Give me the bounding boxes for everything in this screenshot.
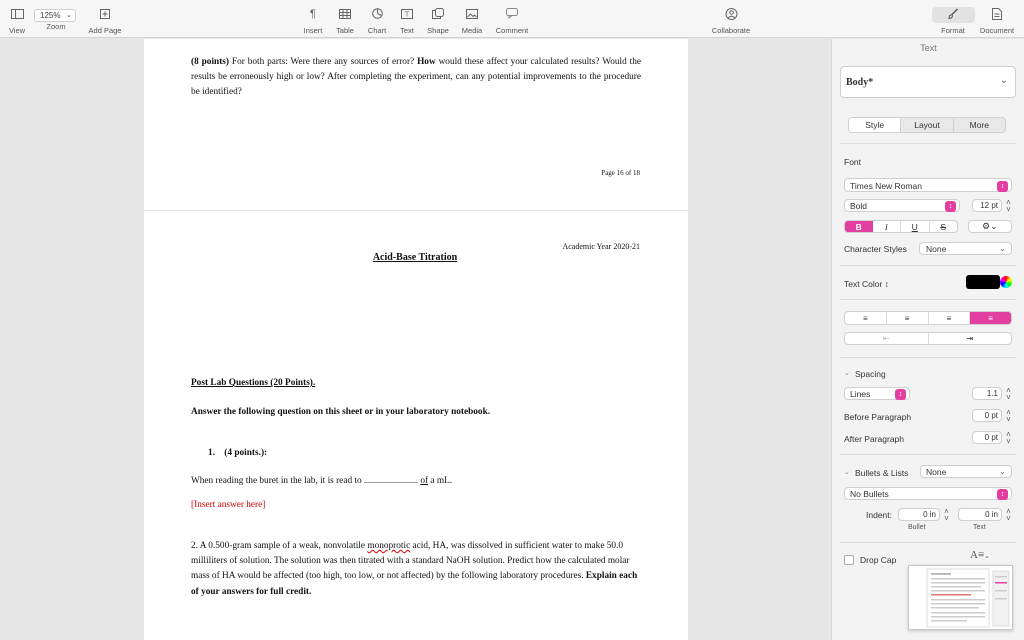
pilcrow-icon: ¶ <box>310 7 316 20</box>
underline-button[interactable]: U <box>901 221 930 232</box>
zoom-label: Zoom <box>46 22 66 31</box>
chart-button[interactable]: Chart <box>365 6 389 36</box>
sidebar-icon <box>11 6 24 21</box>
text-color-well[interactable] <box>966 275 1000 289</box>
bullet-indent-caption: Bullet <box>908 524 926 531</box>
popup-arrows-icon: ↕ <box>945 201 956 212</box>
align-left-icon: ≡ <box>863 313 868 323</box>
font-section-label: Font <box>844 157 862 167</box>
format-inspector <box>831 39 1024 640</box>
spacing-section-label: Spacing <box>855 369 886 379</box>
chevron-down-icon: ⌄ <box>998 466 1006 476</box>
spellcheck-word: monoprotic <box>367 541 411 551</box>
increase-indent-icon: ⇥ <box>966 334 974 343</box>
error-question-paragraph[interactable]: (8 points) For both parts: Were there any sources of error? How would these affect your calculated results? Would the results be erroneously high or low? After completing the experiment, can any potential improvements to the procedure be identified? <box>191 57 642 98</box>
chart-icon <box>372 6 383 21</box>
shape-button[interactable]: Shape <box>426 6 450 36</box>
text-indent-field[interactable]: 0 in <box>958 508 1002 521</box>
view-button[interactable]: View <box>6 6 28 36</box>
bold-button[interactable]: B <box>845 221 873 232</box>
text-color-label: Text Color ↕ <box>844 279 889 289</box>
divider <box>840 299 1016 300</box>
media-button[interactable]: Media <box>460 6 484 36</box>
color-wheel-icon[interactable] <box>1000 276 1012 288</box>
font-size-stepper[interactable]: ˄ ˅ <box>1006 198 1011 214</box>
align-center-button[interactable] <box>887 312 929 324</box>
character-styles-select[interactable]: None ⌄ <box>919 242 1012 255</box>
bullet-indent-field[interactable]: 0 in <box>898 508 940 521</box>
alignment-buttons <box>844 311 1012 325</box>
inspector-title: Text <box>920 43 937 53</box>
italic-button[interactable]: I <box>873 221 902 232</box>
text-indent-stepper[interactable]: ˄ ˅ <box>1006 507 1011 523</box>
increase-indent-button[interactable] <box>929 333 1012 344</box>
drop-cap-preview-thumbnail[interactable] <box>908 565 1013 630</box>
toolbar <box>0 0 1024 38</box>
font-weight-select[interactable]: Bold ↕ <box>844 199 960 212</box>
photo-icon <box>466 6 478 21</box>
line-spacing-stepper[interactable]: ˄ ˅ <box>1006 386 1011 402</box>
after-paragraph-field[interactable]: 0 pt <box>972 431 1002 444</box>
format-button[interactable]: Format <box>936 6 970 36</box>
indent-buttons <box>844 332 1012 345</box>
popup-arrows-icon: ↕ <box>895 389 906 400</box>
question-2-paragraph[interactable]: 2. A 0.500-gram sample of a weak, nonvolatile monoprotic acid, HA, was dissolved in sufficient water to make 50.0 milliliters of solution. The solution was then titrated with a standard NaOH solution. Predict how the calculated molar mass of HA would be affected (too high, too low, or not affected) by the following laboratory procedures. Explain each of your answers for full credit. <box>191 541 638 597</box>
decrease-indent-button[interactable] <box>845 333 929 344</box>
question-1-heading: 1. (4 points.): <box>208 448 268 458</box>
document-icon <box>992 6 1002 21</box>
section-heading: Post Lab Questions (20 Points). <box>191 378 316 388</box>
bullets-select[interactable]: None ⌄ <box>920 465 1012 478</box>
insert-button[interactable]: ¶ Insert <box>303 7 323 35</box>
divider <box>840 143 1016 144</box>
text-box-icon <box>401 6 413 21</box>
before-paragraph-stepper[interactable]: ˄ ˅ <box>1006 408 1011 424</box>
zoom-select[interactable]: 125% ⌄ <box>34 9 76 22</box>
popup-arrows-icon: ↕ <box>997 489 1008 500</box>
shape-icon <box>432 6 444 21</box>
font-family-select[interactable]: Times New Roman ↕ <box>844 178 1012 192</box>
justify-icon: ≡ <box>988 313 993 323</box>
drop-cap-label: Drop Cap <box>860 555 897 565</box>
collaborate-button[interactable]: Collaborate <box>707 6 755 36</box>
paragraph-style-select[interactable]: Body* ⌄ <box>840 66 1016 98</box>
answer-placeholder[interactable]: [Insert answer here] <box>191 500 266 510</box>
text-button[interactable]: T Text <box>396 6 418 36</box>
spacing-mode-select[interactable]: Lines ↕ <box>844 387 910 400</box>
after-paragraph-stepper[interactable]: ˄ ˅ <box>1006 430 1011 446</box>
add-page-icon <box>100 6 110 21</box>
bullet-indent-stepper[interactable]: ˄ ˅ <box>944 507 949 523</box>
disclosure-chevron-icon[interactable]: ⌄ <box>844 469 850 476</box>
after-paragraph-label: After Paragraph <box>844 434 905 444</box>
comment-icon <box>506 6 518 21</box>
font-size-field[interactable]: 12 pt <box>972 199 1002 212</box>
align-left-button[interactable] <box>845 312 887 324</box>
divider <box>840 542 1016 543</box>
paintbrush-icon <box>947 6 959 21</box>
text-indent-caption: Text <box>973 524 986 531</box>
collaborate-icon <box>725 6 738 21</box>
before-paragraph-label: Before Paragraph <box>844 412 912 422</box>
chevron-down-icon: ⌄ <box>999 75 1008 86</box>
drop-cap-checkbox[interactable] <box>844 555 854 565</box>
drop-cap-style-icon[interactable]: A≡⌄ <box>970 549 991 561</box>
inspector-tabs <box>848 117 1006 133</box>
justify-button[interactable] <box>970 312 1011 324</box>
academic-year-header: Academic Year 2020-21 <box>562 242 640 251</box>
table-button[interactable]: Table <box>333 6 357 36</box>
strikethrough-button[interactable]: S <box>940 221 947 232</box>
align-right-icon: ≡ <box>946 313 952 323</box>
add-page-button[interactable]: Add Page <box>86 6 124 36</box>
disclosure-chevron-icon[interactable]: ⌄ <box>844 370 850 377</box>
before-paragraph-field[interactable]: 0 pt <box>972 409 1002 422</box>
text-style-buttons <box>844 220 958 233</box>
document-preview-image <box>909 566 1012 629</box>
page-footer: Page 16 of 18 <box>601 169 640 177</box>
instruction-text: Answer the following question on this sheet or in your laboratory notebook. <box>191 407 491 417</box>
popup-arrows-icon: ↕ <box>997 181 1008 192</box>
question-1-text: When reading the buret in the lab, it is read to of a mL. <box>191 476 453 486</box>
chevron-down-icon: ⌄ <box>66 12 72 19</box>
line-spacing-field[interactable]: 1.1 <box>972 387 1002 400</box>
tab-layout[interactable]: Layout <box>901 118 953 132</box>
gear-icon: ⚙⌄ <box>982 221 998 231</box>
page-16[interactable] <box>144 39 688 210</box>
text-options-button[interactable] <box>968 220 1012 233</box>
bullets-section-label: Bullets & Lists <box>855 468 909 478</box>
chevron-down-icon: ⌄ <box>998 243 1006 253</box>
align-right-button[interactable] <box>929 312 971 324</box>
indent-label: Indent: <box>866 510 892 520</box>
comment-button[interactable]: Comment <box>494 6 530 36</box>
divider <box>840 454 1016 455</box>
document-button[interactable]: Document <box>976 6 1018 36</box>
page-title: Acid-Base Titration <box>372 252 458 263</box>
bullet-style-select[interactable]: No Bullets ↕ <box>844 487 1012 500</box>
document-canvas[interactable] <box>0 39 831 640</box>
character-styles-label: Character Styles <box>844 244 907 254</box>
answer-blank[interactable] <box>364 474 418 483</box>
divider <box>840 357 1016 358</box>
svg-text:T: T <box>404 11 410 18</box>
divider <box>840 265 1016 266</box>
tab-more[interactable]: More <box>969 120 989 130</box>
table-icon <box>339 6 351 21</box>
align-center-icon: ≡ <box>904 313 910 323</box>
page-17[interactable] <box>144 211 688 640</box>
tab-style[interactable]: Style <box>849 118 901 132</box>
decrease-indent-icon: ⇤ <box>882 334 890 343</box>
